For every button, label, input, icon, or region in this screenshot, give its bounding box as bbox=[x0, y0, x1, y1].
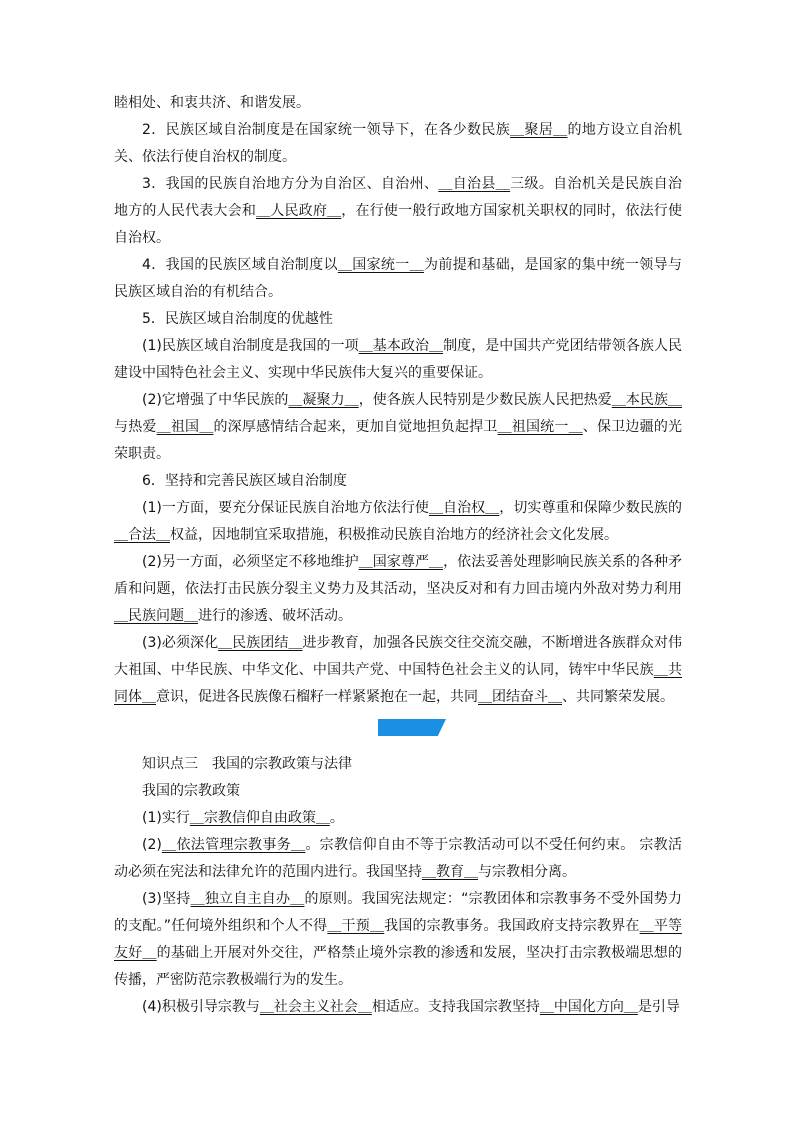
paragraph bbox=[114, 117, 682, 171]
paragraph bbox=[114, 468, 682, 495]
text-run: 进步教育，加强各民族交往交流交融，不断增进各族群众对伟大祖国、中华民族、中华文化、中国共产党、中国特色社会主义的认同，铸牢中华民族 bbox=[114, 635, 682, 678]
fill-blank-answer: ＿中国化方向＿ bbox=[539, 999, 638, 1015]
text-run: 。宗教信仰自由不等于宗教活动可以不受任何约束。 宗教活动必须在宪法和法律允许的范围内进行。我国坚持 bbox=[114, 837, 683, 880]
fill-blank-answer: ＿凝聚力＿ bbox=[288, 392, 359, 408]
fill-blank-answer: ＿自治县＿ bbox=[438, 176, 511, 192]
text-run: 为前提和基础，是国家的集中统一领导与民族区域自治的有机结合。 bbox=[114, 257, 682, 300]
text-run: (2)另一方面，必须坚定不移地维护 bbox=[142, 554, 359, 570]
text-run: 5．民族区域自治制度的优越性 bbox=[142, 311, 333, 327]
text-run: (2)它增强了中华民族的 bbox=[142, 392, 289, 408]
text-run: 制度，是中国共产党团结带领各族人民建设中国特色社会主义、实现中华民族伟大复兴的重要保证。 bbox=[114, 338, 683, 381]
fill-blank-answer: ＿平等友好＿ bbox=[114, 918, 683, 961]
text-run: 我国的宗教政策 bbox=[142, 783, 240, 799]
paragraph bbox=[114, 886, 682, 994]
paragraph bbox=[114, 630, 682, 711]
paragraph bbox=[114, 387, 682, 468]
text-run: 6．坚持和完善民族区域自治制度 bbox=[142, 473, 347, 489]
fill-blank-answer: ＿国家统一＿ bbox=[337, 257, 424, 273]
text-run: 权益，因地制宜采取措施，积极推动民族自治地方的经济社会文化发展。 bbox=[170, 527, 618, 543]
text-run: 3．我国的民族自治地方分为自治区、自治州、 bbox=[142, 176, 439, 192]
text-run: (4)积极引导宗教与 bbox=[142, 999, 260, 1015]
text-run: (2) bbox=[142, 837, 162, 853]
fill-blank-answer: ＿共同体＿ bbox=[114, 662, 683, 705]
text-run: 4．我国的民族区域自治制度以 bbox=[142, 257, 338, 273]
text-run: 与热爱 bbox=[114, 419, 157, 435]
text-run: 的原则。我国宪法规定：“宗教团体和宗教事务不受外国势力的支配。”任何境外组织和个人不得 bbox=[114, 891, 682, 934]
text-run: 进行的渗透、破坏活动。 bbox=[198, 608, 352, 624]
text-run: ，使各族人民特别是少数民族人民把热爱 bbox=[358, 392, 612, 408]
fill-blank-answer: ＿团结奋斗＿ bbox=[478, 689, 562, 705]
fill-blank-answer: ＿合法＿ bbox=[114, 527, 170, 543]
text-run: 睦相处、和衷共济、和谐发展。 bbox=[114, 95, 310, 111]
paragraph bbox=[114, 171, 682, 252]
fill-blank-answer: ＿教育＿ bbox=[422, 864, 478, 880]
fill-blank-answer: ＿人民政府＿ bbox=[256, 203, 342, 219]
fill-blank-answer: ＿民族团结＿ bbox=[218, 635, 303, 651]
paragraph bbox=[114, 994, 682, 1021]
paragraph bbox=[114, 306, 682, 333]
text-run: ，依法妥善处理影响民族关系的各种矛盾和问题，依法打击民族分裂主义势力及其活动，坚决反对和有力回击境内外敌对势力利用 bbox=[114, 554, 683, 597]
text-run: (1)一方面，要充分保证民族自治地方依法行使 bbox=[142, 500, 429, 516]
text-run: (3)必须深化 bbox=[142, 635, 219, 651]
fill-blank-answer: ＿基本政治＿ bbox=[358, 338, 444, 354]
fill-blank-answer: ＿祖国统一＿ bbox=[497, 419, 583, 435]
text-run: (1)民族区域自治制度是我国的一项 bbox=[142, 338, 359, 354]
section-divider bbox=[114, 711, 682, 751]
text-run: ，切实尊重和保障少数民族的 bbox=[499, 500, 682, 516]
section-religion bbox=[114, 751, 682, 1021]
fill-blank-answer: ＿独立自主自办＿ bbox=[190, 891, 305, 907]
fill-blank-answer: ＿社会主义社会＿ bbox=[259, 999, 372, 1015]
paragraph bbox=[114, 333, 682, 387]
text-run: 、共同繁荣发展。 bbox=[562, 689, 674, 705]
paragraph bbox=[114, 549, 682, 630]
text-run: 我国的宗教事务。我国政府支持宗教界在 bbox=[384, 918, 640, 934]
text-run: (3)坚持 bbox=[142, 891, 191, 907]
text-run: 2．民族区域自治制度是在国家统一领导下，在各少数民族 bbox=[142, 122, 511, 138]
fill-blank-answer: ＿本民族＿ bbox=[611, 392, 683, 408]
text-run: 与宗教相分离。 bbox=[478, 864, 576, 880]
fill-blank-answer: ＿依法管理宗教事务＿ bbox=[161, 837, 306, 853]
divider-banner bbox=[378, 719, 446, 736]
text-run: 。 bbox=[329, 810, 344, 826]
text-run: 、保卫边疆的光荣职责。 bbox=[114, 419, 683, 462]
paragraph bbox=[114, 751, 682, 778]
text-run: 的地方设立自治机关、依法行使自治权的制度。 bbox=[114, 122, 683, 165]
paragraph bbox=[114, 778, 682, 805]
text-run: 的深厚感情结合起来，更加自觉地担负起捍卫 bbox=[213, 419, 498, 435]
paragraph bbox=[114, 495, 682, 549]
text-run: 知识点三 我国的宗教政策与法律 bbox=[142, 756, 352, 772]
paragraph bbox=[114, 832, 682, 886]
fill-blank-answer: ＿国家尊严＿ bbox=[358, 554, 444, 570]
text-run: 的基础上开展对外交往，严格禁止境外宗教的渗透和发展，坚决打击宗教极端思想的传播，严密防范宗教极端行为的发生。 bbox=[114, 945, 683, 988]
text-run: 三级。自治机关是民族自治地方的人民代表大会和 bbox=[114, 176, 683, 219]
text-run: 是引导 bbox=[637, 999, 680, 1015]
paragraph bbox=[114, 805, 682, 832]
text-run: 意识，促进各民族像石榴籽一样紧紧抱在一起，共同 bbox=[156, 689, 478, 705]
paragraph bbox=[114, 90, 682, 117]
section-autonomy bbox=[114, 90, 682, 711]
text-run: 相适应。支持我国宗教坚持 bbox=[371, 999, 540, 1015]
fill-blank-answer: ＿自治权＿ bbox=[429, 500, 500, 516]
text-run: (1)实行 bbox=[142, 810, 190, 826]
fill-blank-answer: ＿民族问题＿ bbox=[114, 608, 198, 624]
text-run: ，在行使一般行政地方国家机关职权的同时，依法行使自治权。 bbox=[114, 203, 683, 246]
fill-blank-answer: ＿祖国＿ bbox=[156, 419, 214, 435]
paragraph bbox=[114, 252, 682, 306]
document-body bbox=[114, 90, 682, 1021]
fill-blank-answer: ＿宗教信仰自由政策＿ bbox=[189, 810, 330, 826]
fill-blank-answer: ＿干预＿ bbox=[327, 918, 385, 934]
fill-blank-answer: ＿聚居＿ bbox=[510, 122, 568, 138]
